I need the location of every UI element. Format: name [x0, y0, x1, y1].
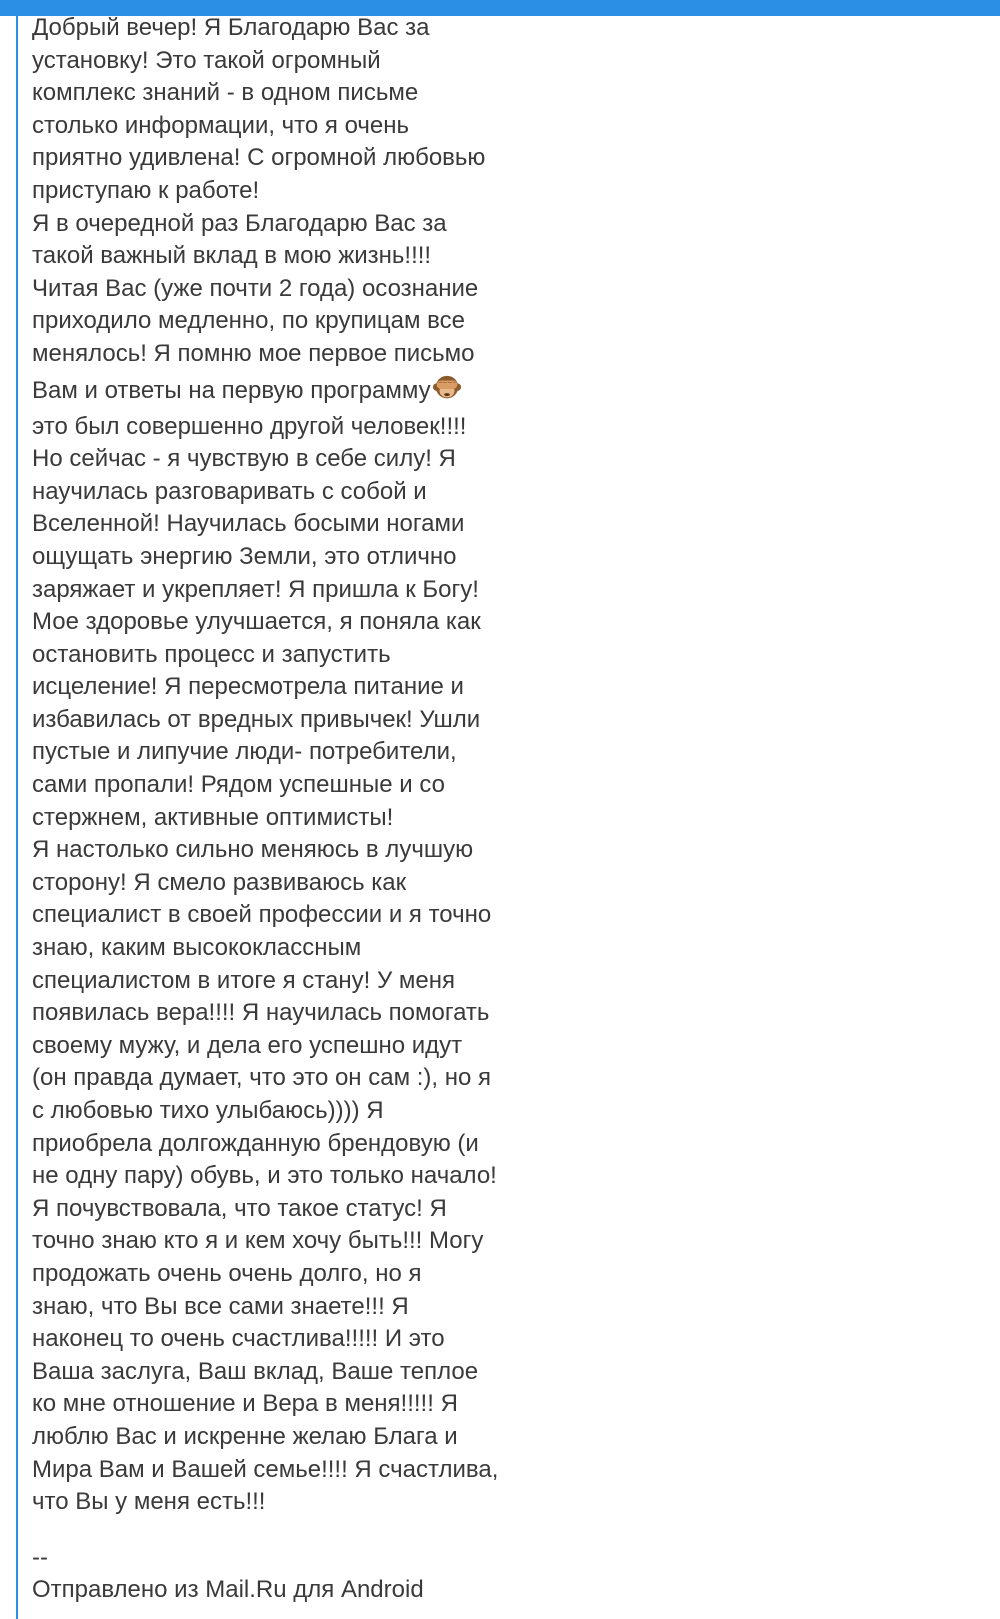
message-line: такой важный вклад в мою жизнь!!!!	[32, 242, 432, 270]
message-line: приобрела долгожданную брендовую (и	[32, 1129, 479, 1157]
quote-border	[16, 16, 18, 1619]
message-line: появилась вера!!!! Я научилась помогать	[32, 999, 490, 1027]
message-line: с любовью тихо улыбаюсь)))) Я	[32, 1097, 384, 1124]
message-line: пустые и липучие люди- потребители,	[32, 738, 457, 766]
message-line: (он правда думает, что это он сам :), но я	[32, 1064, 491, 1092]
message-line: Но сейчас - я чувствую в себе силу! Я	[32, 445, 456, 473]
message-line: Читая Вас (уже почти 2 года) осознание	[32, 274, 479, 302]
message-line: сторону! Я смело развиваюсь как	[32, 868, 407, 896]
message-line: сами пропали! Рядом успешные и со	[32, 771, 445, 799]
message-line: приходило медленно, по крупицам все	[32, 307, 465, 335]
message-line: знаю, что Вы все сами знаете!!! Я	[32, 1292, 409, 1320]
message-line: исцеление! Я пересмотрела питание и	[32, 673, 464, 701]
message-line: Добрый вечер! Я Благодарю Вас за	[32, 14, 430, 41]
signature-text: Отправлено из Mail.Ru для Android	[32, 1576, 424, 1604]
message-line: своему мужу, и дела его успешно идут	[32, 1031, 463, 1059]
see-no-evil-monkey-icon	[432, 373, 462, 403]
message-line: не одну пару) обувь, и это только начало!	[32, 1162, 497, 1190]
message-line: Я почувствовала, что такое статус! Я	[32, 1194, 447, 1222]
message-line: что Вы у меня есть!!!	[32, 1488, 266, 1516]
signature-separator: --	[32, 1543, 48, 1571]
message-line: Я настолько сильно меняюсь в лучшую	[32, 836, 474, 864]
message-line: люблю Вас и искренне желаю Блага и	[32, 1422, 458, 1450]
message-line: Ваша заслуга, Ваш вклад, Ваше теплое	[32, 1357, 479, 1385]
message-line-text: Вам и ответы на первую программу	[32, 376, 431, 404]
message-line: менялось! Я помню мое первое письмо	[32, 339, 475, 367]
message-line: Я в очередной раз Благодарю Вас за	[32, 209, 447, 237]
message-line: избавилась от вредных привычек! Ушли	[32, 705, 481, 733]
message-line: Мое здоровье улучшается, я поняла как	[32, 608, 481, 636]
message-line: приятно удивлена! С огромной любовью	[32, 144, 486, 172]
message-line: заряжает и укрепляет! Я пришла к Богу!	[32, 575, 479, 603]
email-body	[32, 12, 572, 1607]
message-line: ощущать энергию Земли, это отлично	[32, 542, 457, 570]
message-line: наконец то очень счастлива!!!!! И это	[32, 1325, 445, 1353]
message-line: комплекс знаний - в одном письме	[32, 79, 419, 107]
message-line: продожать очень очень долго, но я	[32, 1259, 422, 1287]
message-line: это был совершенно другой человек!!!!	[32, 412, 467, 440]
message-line: научилась разговаривать с собой и	[32, 477, 427, 505]
message-line: ко мне отношение и Вера в меня!!!!! Я	[32, 1390, 458, 1418]
message-line: точно знаю кто я и кем хочу быть!!! Могу	[32, 1227, 484, 1255]
message-line-with-emoji	[32, 371, 572, 411]
signature-gap	[32, 1519, 572, 1542]
message-line: специалистом в итоге я стану! У меня	[32, 966, 455, 994]
message-line: стержнем, активные оптимисты!	[32, 803, 394, 831]
message-line: специалист в своей профессии и я точно	[32, 901, 492, 929]
message-line: столько информации, что я очень	[32, 111, 410, 139]
message-line: установку! Это такой огромный	[32, 46, 381, 74]
message-line: знаю, каким высококлассным	[32, 934, 362, 962]
message-line: приступаю к работе!	[32, 176, 260, 204]
message-line: Вселенной! Научилась босыми ногами	[32, 510, 465, 538]
message-line: Мира Вам и Вашей семье!!!! Я счастлива,	[32, 1455, 499, 1483]
message-line: остановить процесс и запустить	[32, 640, 391, 668]
